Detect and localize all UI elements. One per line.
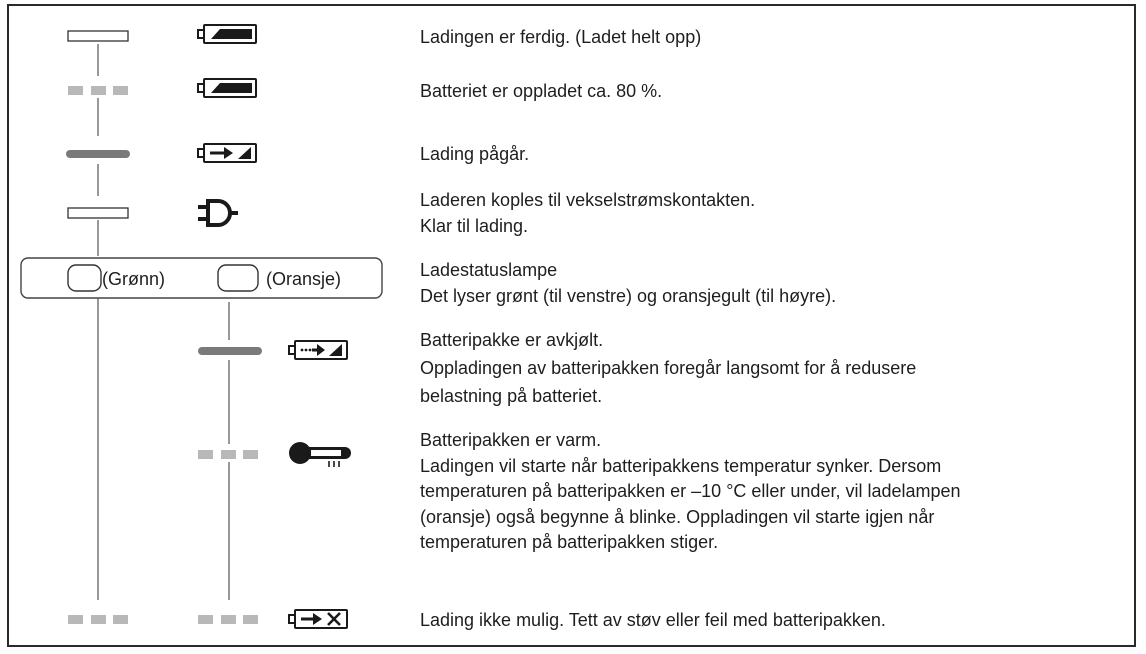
- description-line: Klar til lading.: [420, 216, 529, 236]
- description-line: Batteripakken er varm.: [420, 430, 602, 450]
- lamp-off-bar: [68, 208, 128, 218]
- green-lamp: [68, 265, 101, 291]
- description-line: Laderen koples til vekselstrømskontakten.: [420, 190, 756, 210]
- battery-full-icon: [198, 79, 256, 97]
- description-error: [420, 607, 886, 633]
- description-line: temperaturen på batteripakken er –10 °C eller under, vil ladelampen: [420, 481, 961, 501]
- battery-error-icon: [289, 610, 347, 628]
- description-line: Ladingen er ferdig. (Ladet helt opp): [420, 27, 702, 47]
- battery-full-icon: [198, 25, 256, 43]
- description-lamp: [420, 257, 836, 309]
- description-line: Ladestatuslampe: [420, 260, 558, 280]
- lamp-off-bar: [68, 31, 128, 41]
- lamp-on-bar: [66, 150, 130, 158]
- lamp-blinking-bar: [68, 86, 128, 95]
- plug-icon: [198, 201, 238, 225]
- description-line: Lading pågår.: [420, 144, 530, 164]
- battery-slow-charge-icon: [289, 341, 347, 359]
- orange-lamp-label: (Oransje): [266, 269, 342, 289]
- battery-charging-icon: [198, 144, 256, 162]
- description-line: Batteriet er oppladet ca. 80 %.: [420, 81, 663, 101]
- description-ready: [420, 187, 755, 239]
- description-line: Oppladingen av batteripakken foregår langsomt for å redusere: [420, 358, 917, 378]
- description-line: (oransje) også begynne å blinke. Oppladingen vil starte igjen når: [420, 506, 935, 527]
- green-lamp-label: (Grønn): [102, 269, 165, 289]
- orange-lamp: [218, 265, 258, 291]
- lamp-blinking-bar: [198, 615, 258, 624]
- description-line: Det lyser grønt (til venstre) og oransjegult (til høyre).: [420, 286, 837, 306]
- description-warm: [420, 428, 961, 556]
- description-line: belastning på batteriet.: [420, 386, 603, 406]
- description-eighty: [420, 78, 662, 104]
- lamp-on-bar: [198, 347, 262, 355]
- lamp-blinking-bar: [198, 450, 258, 459]
- description-line: Lading ikke mulig. Tett av støv eller feil med batteripakken.: [420, 610, 886, 630]
- lamp-blinking-bar: [68, 615, 128, 624]
- description-line: temperaturen på batteripakken stiger.: [420, 532, 719, 552]
- description-line: Ladingen vil starte når batteripakkens temperatur synker. Dersom: [420, 455, 942, 476]
- description-full: [420, 24, 701, 50]
- description-line: Batteripakke er avkjølt.: [420, 330, 604, 350]
- description-cooled: [420, 326, 916, 410]
- description-charging: [420, 141, 529, 167]
- thermometer-icon: [289, 442, 351, 467]
